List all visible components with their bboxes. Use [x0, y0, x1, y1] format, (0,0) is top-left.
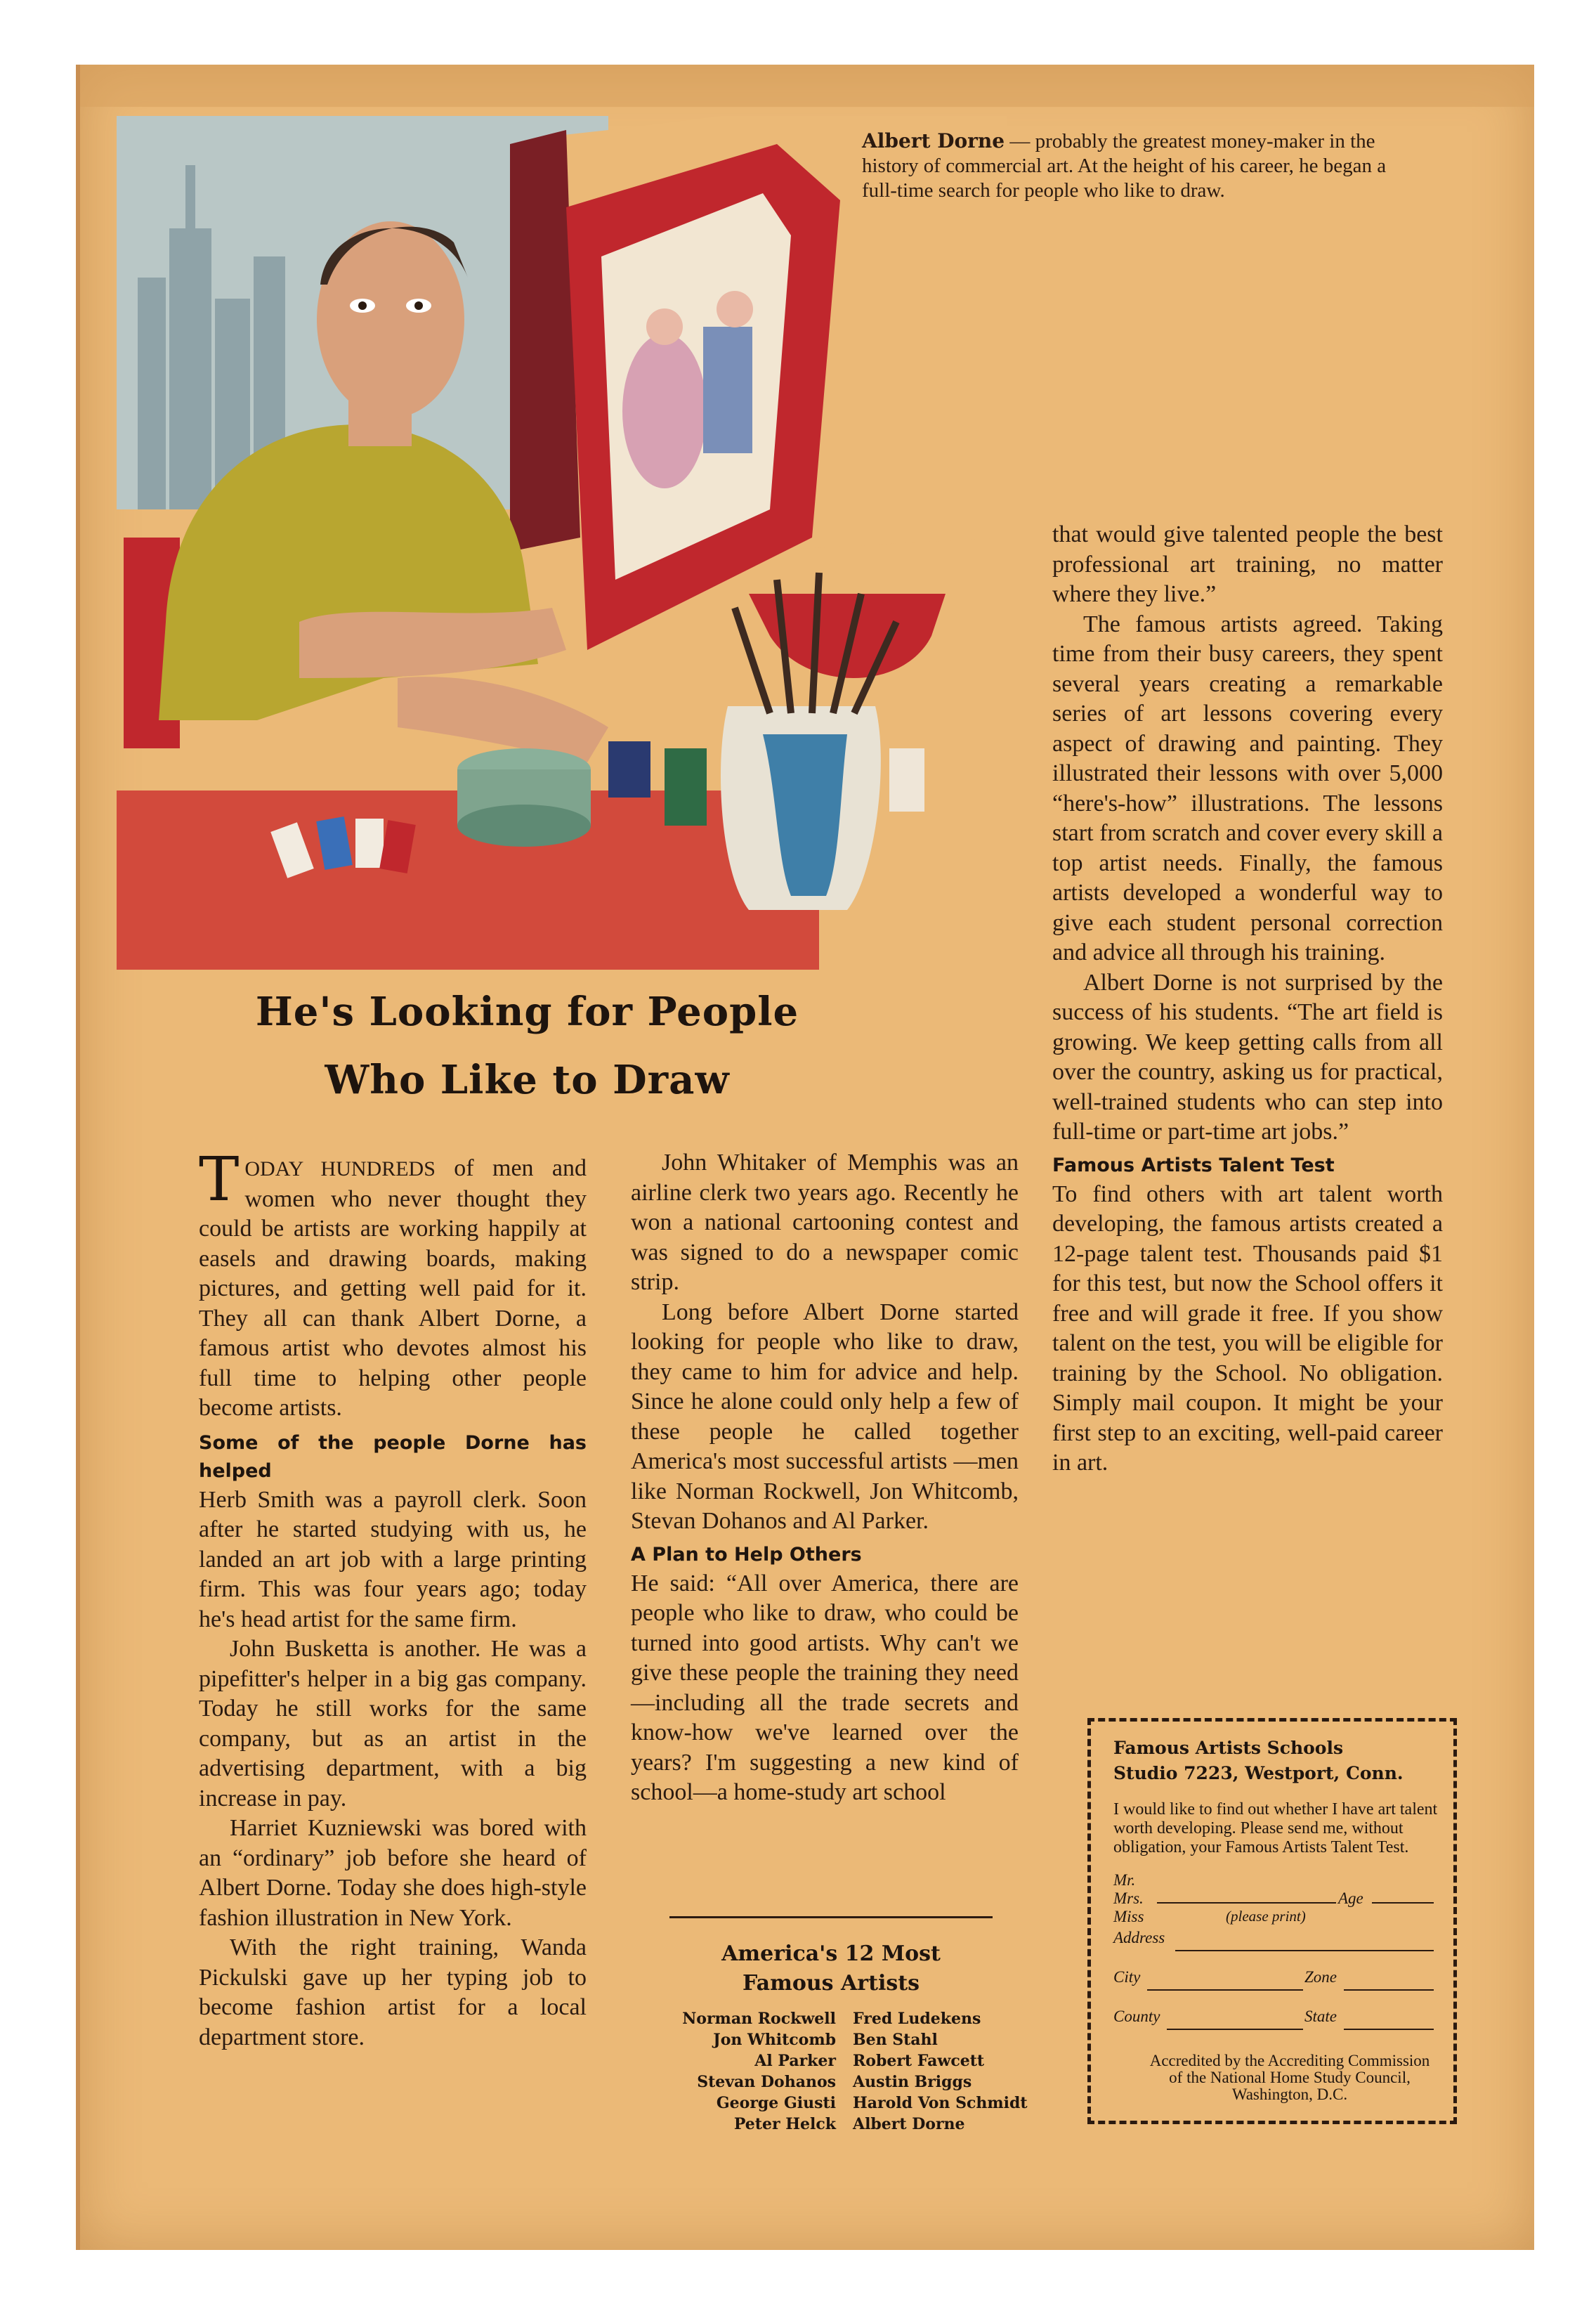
coupon-mr-label [1113, 1871, 1438, 1889]
intro-paragraph [199, 1145, 587, 1424]
artist-name: Jon Whitcomb [713, 2031, 836, 2049]
mrs-label: Mrs. [1113, 1889, 1144, 1907]
headline-line1: He's Looking for People [255, 989, 799, 1035]
paragraph-herb-smith: Herb Smith was a payroll clerk. Soon after he started studying with us, he landed an art job with a large printing firm. This was four years ago; today he's head artist for the same firm. [199, 1486, 587, 1632]
photo-caption [862, 129, 1389, 203]
miss-label: Miss [1113, 1908, 1144, 1925]
intro-text: of men and women who never thought they could be artists are working happily at easels and drawing boards, making pictures, and getting well paid for it. They all can thank Albert Dorne, a famous artist who devotes almost his full time to helping other people become artists. [199, 1155, 587, 1421]
artist-name: George Giusti [716, 2094, 836, 2112]
lead-smallcaps: ODAY HUNDREDS [244, 1157, 436, 1180]
headline [167, 978, 887, 1114]
subheading-talent-test: Famous Artists Talent Test [1052, 1154, 1335, 1176]
miss-row [1113, 1908, 1438, 1929]
article-column-1 [199, 1145, 587, 2052]
drop-cap: T [199, 1145, 240, 1215]
coupon-body: I would like to find out whether I have art talent worth developing. Please send me, without obligation, your Famous Artists Talent Test. [1113, 1800, 1438, 1856]
famous-artists-list [625, 2008, 1047, 2135]
page-aging-edge [80, 65, 1534, 107]
article-column-2 [631, 1148, 1019, 1808]
zone-field[interactable] [1344, 1989, 1434, 1991]
coupon-title-2: Studio 7223, Westport, Conn. [1113, 1763, 1404, 1783]
artist-name: Peter Helck [733, 2115, 836, 2133]
caption-name: Albert Dorne [862, 129, 1005, 152]
caption-text: — probably the greatest money-maker in the history of commercial art. At the height of his career, he began a full-time search for people who like to draw. [862, 130, 1387, 202]
city-label: City [1113, 1968, 1141, 1986]
paragraph-not-surprised: Albert Dorne is not surprised by the success of his students. “The art field is growing. We keep getting calls from all over the country, asking us for practical, well-trained students who can step into full-time or part-time art jobs.” [1052, 969, 1443, 1145]
artist-name: Ben Stahl [853, 2031, 938, 2049]
city-zone-row[interactable] [1113, 1968, 1438, 1998]
famous-artists-title [666, 1939, 996, 1998]
paragraph-wanda: With the right training, Wanda Pickulski gave up her typing job to become fashion artist for a local department store. [199, 1934, 587, 2050]
paragraph-harriet: Harriet Kuzniewski was bored with an “ordinary” job before she heard of Albert Dorne. Today she does high-style fashion illustration in New York. [199, 1815, 587, 1931]
artist-name: Fred Ludekens [853, 2010, 981, 2028]
state-field[interactable] [1344, 2029, 1434, 2030]
man-arm [299, 608, 566, 678]
paragraph-long-before: Long before Albert Dorne started looking for people who like to draw, they came to him for advice and help. Since he alone could only help a few of these people he called together America's most successful artists —men like Norman Rockwell, Jon Whitcomb, Stevan Dohanos and Al Parker. [631, 1299, 1019, 1534]
city-field[interactable] [1147, 1989, 1303, 1991]
zone-label: Zone [1304, 1968, 1337, 1986]
artists-title-line1: America's 12 Most [721, 1941, 941, 1966]
address-field[interactable] [1113, 1929, 1438, 1958]
paragraph-continued: that would give talented people the best professional art training, no matter where they live.” [1052, 521, 1443, 607]
mail-coupon[interactable] [1087, 1718, 1457, 2124]
paragraph-artists-agreed: The famous artists agreed. Taking time from their busy careers, they spent several years creating a remarkable series of art lessons covering every aspect of drawing and painting. They illustrated their lessons with over 5,000 “here's-how” illustrations. The lessons start from scratch and cover every skill a top artist needs. Finally, the famous artists developed a wonderful way to give each student personal correction and advice all through his training. [1052, 611, 1443, 965]
drawn-woman [622, 334, 707, 488]
article-column-3 [1052, 520, 1443, 1478]
paragraph-john-whitaker: John Whitaker of Memphis was an airline clerk two years ago. Recently he won a national cartooning contest and was signed to do a newspaper comic strip. [631, 1150, 1019, 1295]
artist-name: Austin Briggs [853, 2073, 972, 2091]
paragraph-john-busketta: John Busketta is another. He was a pipefitter's helper in a big gas company. Today he still works for the same company, but as an artist in the advertising department, with a big increase in pay. [199, 1636, 587, 1811]
artist-illustration [117, 116, 1007, 970]
artist-name: Al Parker [754, 2052, 836, 2070]
artist-name: Robert Fawcett [853, 2052, 985, 2070]
artists-title-line2: Famous Artists [743, 1971, 920, 1996]
print-hint: (please print) [1226, 1908, 1306, 1925]
age-label: Age [1338, 1889, 1363, 1907]
county-label: County [1113, 2008, 1160, 2025]
subheading-people-helped: Some of the people Dorne has helped [199, 1431, 587, 1482]
divider-rule [669, 1916, 993, 1918]
artist-name: Stevan Dohanos [697, 2073, 836, 2091]
subheading-plan: A Plan to Help Others [631, 1543, 862, 1566]
county-state-row[interactable] [1113, 2008, 1438, 2037]
coupon-title-1: Famous Artists Schools [1113, 1738, 1344, 1758]
county-field[interactable] [1167, 2029, 1303, 2030]
drawn-man [703, 327, 752, 453]
paragraph-talent-test: To find others with art talent worth developing, the famous artists created a 12-page talent test. Thousands paid $1 for this test, but now the School offers it free and will grade it free. If you show talent on the test, you will be eligible for training by the School. No obligation. Simply mail coupon. It might be your first step to an exciting, well-paid career in art. [1052, 1180, 1443, 1476]
address-label: Address [1113, 1929, 1165, 1946]
artist-name: Norman Rockwell [682, 2010, 836, 2028]
mr-label: Mr. [1113, 1871, 1136, 1889]
artist-name: Harold Von Schmidt [853, 2094, 1028, 2112]
age-field[interactable] [1372, 1902, 1434, 1904]
paragraph-he-said: He said: “All over America, there are people who like to draw, who could be turned into good artists. Why can't we give these people the training they need—including all the trade secrets and know-how we've learned over the years? I'm suggesting a new kind of school—a home-study art school [631, 1570, 1019, 1805]
state-label: State [1304, 2008, 1337, 2025]
name-field[interactable] [1113, 1889, 1438, 1908]
artist-name: Albert Dorne [853, 2115, 965, 2133]
accreditation-note: Accredited by the Accrediting Commission of the National Home Study Council, Washington, D.C. [1149, 2052, 1430, 2103]
headline-line2: Who Like to Draw [325, 1057, 730, 1103]
